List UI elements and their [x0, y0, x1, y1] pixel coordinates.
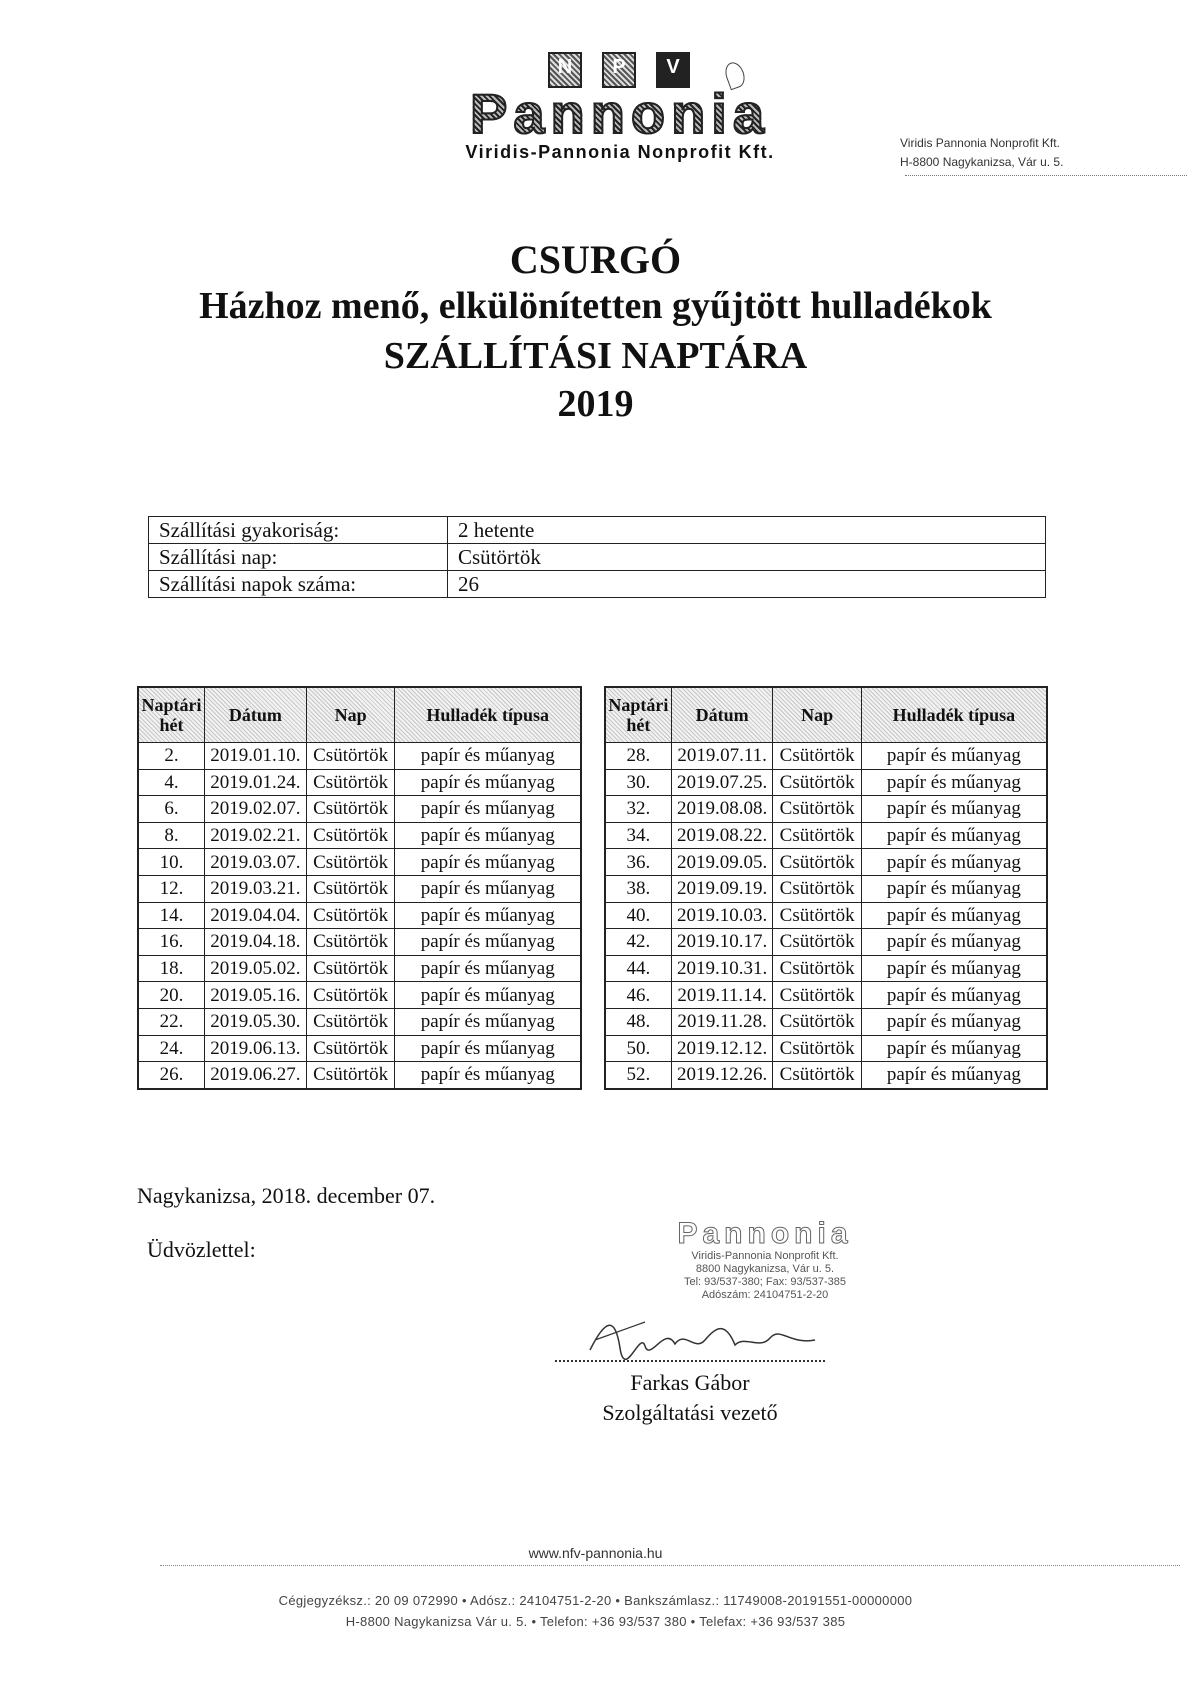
day-cell: Csütörtök: [306, 822, 395, 849]
waste-type-cell: papír és műanyag: [861, 822, 1047, 849]
table-row: [138, 902, 581, 929]
day-cell: Csütörtök: [773, 849, 861, 876]
day-cell: Csütörtök: [306, 796, 395, 823]
waste-type-cell: papír és műanyag: [861, 1035, 1047, 1062]
info-row: [149, 571, 1046, 598]
info-row: [149, 544, 1046, 571]
day-cell: Csütörtök: [306, 875, 395, 902]
week-cell: 20.: [138, 982, 204, 1009]
waste-type-cell: papír és műanyag: [395, 822, 581, 849]
waste-type-cell: papír és műanyag: [861, 849, 1047, 876]
waste-type-cell: papír és műanyag: [395, 875, 581, 902]
date-cell: 2019.10.17.: [671, 929, 773, 956]
table-row: [605, 743, 1047, 770]
table-row: [138, 875, 581, 902]
footer-registration: Cégjegyzéksz.: 20 09 072990 • Adósz.: 24104751-2-20 • Bankszámlasz.: 11749008-20191551-00000000: [278, 1593, 913, 1608]
info-value: 2 hetente: [448, 517, 1046, 544]
week-cell: 4.: [138, 769, 204, 796]
day-cell: Csütörtök: [773, 769, 861, 796]
week-cell: 10.: [138, 849, 204, 876]
stamp-line: Viridis-Pannonia Nonprofit Kft.: [691, 1250, 839, 1262]
waste-type-cell: papír és műanyag: [395, 1062, 581, 1089]
waste-type-cell: papír és műanyag: [861, 1008, 1047, 1035]
waste-type-cell: papír és műanyag: [395, 929, 581, 956]
day-cell: Csütörtök: [773, 982, 861, 1009]
week-cell: 8.: [138, 822, 204, 849]
date-cell: 2019.10.31.: [671, 955, 773, 982]
header-address: [900, 134, 1130, 172]
waste-type-cell: papír és műanyag: [395, 849, 581, 876]
date-cell: 2019.06.27.: [204, 1062, 306, 1089]
day-cell: Csütörtök: [773, 1035, 861, 1062]
header-address-line-1: Viridis Pannonia Nonprofit Kft.: [900, 136, 1060, 150]
table-row: [138, 796, 581, 823]
date-cell: 2019.02.07.: [204, 796, 306, 823]
table-row: [138, 929, 581, 956]
table-row: [138, 1035, 581, 1062]
date-cell: 2019.12.26.: [671, 1062, 773, 1089]
column-header: Dátum: [204, 687, 306, 743]
title-subject: Házhoz menő, elkülönítetten gyűjtött hulladékok: [199, 285, 992, 327]
stamp-line: Tel: 93/537-380; Fax: 93/537-385: [683, 1276, 847, 1288]
week-cell: 24.: [138, 1035, 204, 1062]
waste-type-cell: papír és műanyag: [395, 1035, 581, 1062]
waste-type-cell: papír és műanyag: [861, 769, 1047, 796]
table-row: [605, 769, 1047, 796]
day-cell: Csütörtök: [306, 1008, 395, 1035]
day-cell: Csütörtök: [773, 822, 861, 849]
table-row: [138, 982, 581, 1009]
column-header: Dátum: [671, 687, 773, 743]
signer-name: Farkas Gábor: [630, 1370, 750, 1395]
week-cell: 34.: [605, 822, 671, 849]
day-cell: Csütörtök: [306, 982, 395, 1009]
waste-type-cell: papír és műanyag: [861, 982, 1047, 1009]
schedule-header-row: [605, 687, 1047, 743]
day-cell: Csütörtök: [773, 1008, 861, 1035]
date-cell: 2019.11.28.: [671, 1008, 773, 1035]
column-header: Naptári hét: [138, 687, 204, 743]
table-row: [138, 822, 581, 849]
date-cell: 2019.05.16.: [204, 982, 306, 1009]
table-row: [605, 1008, 1047, 1035]
week-cell: 44.: [605, 955, 671, 982]
brand-logo-text: Pannonia: [440, 84, 800, 144]
table-row: [605, 1062, 1047, 1089]
week-cell: 42.: [605, 929, 671, 956]
week-cell: 22.: [138, 1008, 204, 1035]
table-row: [605, 929, 1047, 956]
info-label: Szállítási gyakoriság:: [149, 517, 448, 544]
column-header: Naptári hét: [605, 687, 671, 743]
waste-type-cell: papír és műanyag: [395, 1008, 581, 1035]
column-header: Hulladék típusa: [861, 687, 1047, 743]
column-header: Hulladék típusa: [395, 687, 581, 743]
day-cell: Csütörtök: [306, 1035, 395, 1062]
schedule-header-row: [138, 687, 581, 743]
week-cell: 18.: [138, 955, 204, 982]
date-cell: 2019.09.19.: [671, 875, 773, 902]
signature-line: [555, 1360, 825, 1362]
signer-role: Szolgáltatási vezető: [602, 1400, 778, 1425]
waste-type-cell: papír és műanyag: [395, 796, 581, 823]
info-row: [149, 517, 1046, 544]
day-cell: Csütörtök: [773, 875, 861, 902]
waste-type-cell: papír és műanyag: [861, 955, 1047, 982]
date-cell: 2019.03.21.: [204, 875, 306, 902]
day-cell: Csütörtök: [773, 796, 861, 823]
date-cell: 2019.08.22.: [671, 822, 773, 849]
info-value: Csütörtök: [448, 544, 1046, 571]
date-cell: 2019.05.02.: [204, 955, 306, 982]
table-row: [138, 769, 581, 796]
date-cell: 2019.12.12.: [671, 1035, 773, 1062]
column-header: Nap: [306, 687, 395, 743]
day-cell: Csütörtök: [306, 849, 395, 876]
day-cell: Csütörtök: [306, 1062, 395, 1089]
week-cell: 50.: [605, 1035, 671, 1062]
info-table-body: [149, 517, 1046, 598]
waste-type-cell: papír és műanyag: [395, 743, 581, 770]
footer-contact: H-8800 Nagykanizsa Vár u. 5. • Telefon: +36 93/537 380 • Telefax: +36 93/537 385: [345, 1614, 846, 1629]
info-table: [148, 516, 1046, 598]
week-cell: 26.: [138, 1062, 204, 1089]
table-row: [138, 1062, 581, 1089]
footer-website: www.nfv-pannonia.hu: [528, 1545, 663, 1561]
date-cell: 2019.07.11.: [671, 743, 773, 770]
date-cell: 2019.10.03.: [671, 902, 773, 929]
week-cell: 30.: [605, 769, 671, 796]
week-cell: 14.: [138, 902, 204, 929]
logo-letter-p: P: [612, 56, 626, 78]
stamp-line: 8800 Nagykanizsa, Vár u. 5.: [695, 1263, 835, 1275]
handwritten-signature: [585, 1310, 825, 1360]
title-calendar: SZÁLLÍTÁSI NAPTÁRA: [383, 335, 808, 377]
date-cell: 2019.04.18.: [204, 929, 306, 956]
table-row: [138, 1008, 581, 1035]
date-cell: 2019.01.24.: [204, 769, 306, 796]
waste-type-cell: papír és műanyag: [861, 875, 1047, 902]
table-row: [605, 875, 1047, 902]
waste-type-cell: papír és műanyag: [861, 1062, 1047, 1089]
date-cell: 2019.08.08.: [671, 796, 773, 823]
greeting: Üdvözlettel:: [147, 1237, 256, 1262]
week-cell: 6.: [138, 796, 204, 823]
week-cell: 52.: [605, 1062, 671, 1089]
week-cell: 40.: [605, 902, 671, 929]
date-cell: 2019.11.14.: [671, 982, 773, 1009]
schedule-body-left: [138, 743, 581, 1089]
header-address-line-2: H-8800 Nagykanizsa, Vár u. 5.: [900, 155, 1064, 169]
footer-divider: [160, 1565, 1180, 1566]
place-date: Nagykanizsa, 2018. december 07.: [137, 1183, 436, 1208]
info-label: Szállítási napok száma:: [149, 571, 448, 598]
waste-type-cell: papír és műanyag: [395, 902, 581, 929]
logo-letter-v: V: [666, 56, 680, 78]
day-cell: Csütörtök: [773, 1062, 861, 1089]
day-cell: Csütörtök: [773, 902, 861, 929]
date-cell: 2019.06.13.: [204, 1035, 306, 1062]
week-cell: 38.: [605, 875, 671, 902]
table-row: [138, 743, 581, 770]
table-row: [605, 1035, 1047, 1062]
table-row: [605, 822, 1047, 849]
waste-type-cell: papír és műanyag: [861, 902, 1047, 929]
date-cell: 2019.07.25.: [671, 769, 773, 796]
date-cell: 2019.05.30.: [204, 1008, 306, 1035]
header-divider: [905, 175, 1187, 176]
week-cell: 48.: [605, 1008, 671, 1035]
info-value: 26: [448, 571, 1046, 598]
schedule-table-left: [137, 686, 582, 1090]
table-row: [605, 796, 1047, 823]
table-row: [605, 902, 1047, 929]
stamp-line: Adószám: 24104751-2-20: [701, 1289, 829, 1301]
date-cell: 2019.04.04.: [204, 902, 306, 929]
table-row: [138, 955, 581, 982]
info-label: Szállítási nap:: [149, 544, 448, 571]
waste-type-cell: papír és műanyag: [395, 769, 581, 796]
date-cell: 2019.03.07.: [204, 849, 306, 876]
waste-type-cell: papír és műanyag: [861, 743, 1047, 770]
week-cell: 16.: [138, 929, 204, 956]
waste-type-cell: papír és műanyag: [861, 796, 1047, 823]
schedule-body-right: [605, 743, 1047, 1089]
week-cell: 32.: [605, 796, 671, 823]
date-cell: 2019.09.05.: [671, 849, 773, 876]
week-cell: 12.: [138, 875, 204, 902]
waste-type-cell: papír és műanyag: [395, 982, 581, 1009]
table-row: [138, 849, 581, 876]
company-name: Viridis-Pannonia Nonprofit Kft.: [465, 142, 775, 162]
day-cell: Csütörtök: [773, 929, 861, 956]
table-row: [605, 849, 1047, 876]
logo-letter-n: N: [557, 56, 573, 78]
day-cell: Csütörtök: [306, 955, 395, 982]
table-row: [605, 982, 1047, 1009]
table-row: [605, 955, 1047, 982]
waste-type-cell: papír és műanyag: [395, 955, 581, 982]
day-cell: Csütörtök: [773, 743, 861, 770]
week-cell: 2.: [138, 743, 204, 770]
week-cell: 36.: [605, 849, 671, 876]
title-year: 2019: [557, 383, 634, 425]
day-cell: Csütörtök: [306, 929, 395, 956]
week-cell: 46.: [605, 982, 671, 1009]
day-cell: Csütörtök: [773, 955, 861, 982]
column-header: Nap: [773, 687, 861, 743]
day-cell: Csütörtök: [306, 769, 395, 796]
week-cell: 28.: [605, 743, 671, 770]
schedule-table-right: [604, 686, 1048, 1090]
date-cell: 2019.02.21.: [204, 822, 306, 849]
waste-type-cell: papír és műanyag: [861, 929, 1047, 956]
title-city: CSURGÓ: [509, 237, 682, 282]
day-cell: Csütörtök: [306, 902, 395, 929]
date-cell: 2019.01.10.: [204, 743, 306, 770]
day-cell: Csütörtök: [306, 743, 395, 770]
stamp-brand: Pannonia: [677, 1217, 853, 1250]
